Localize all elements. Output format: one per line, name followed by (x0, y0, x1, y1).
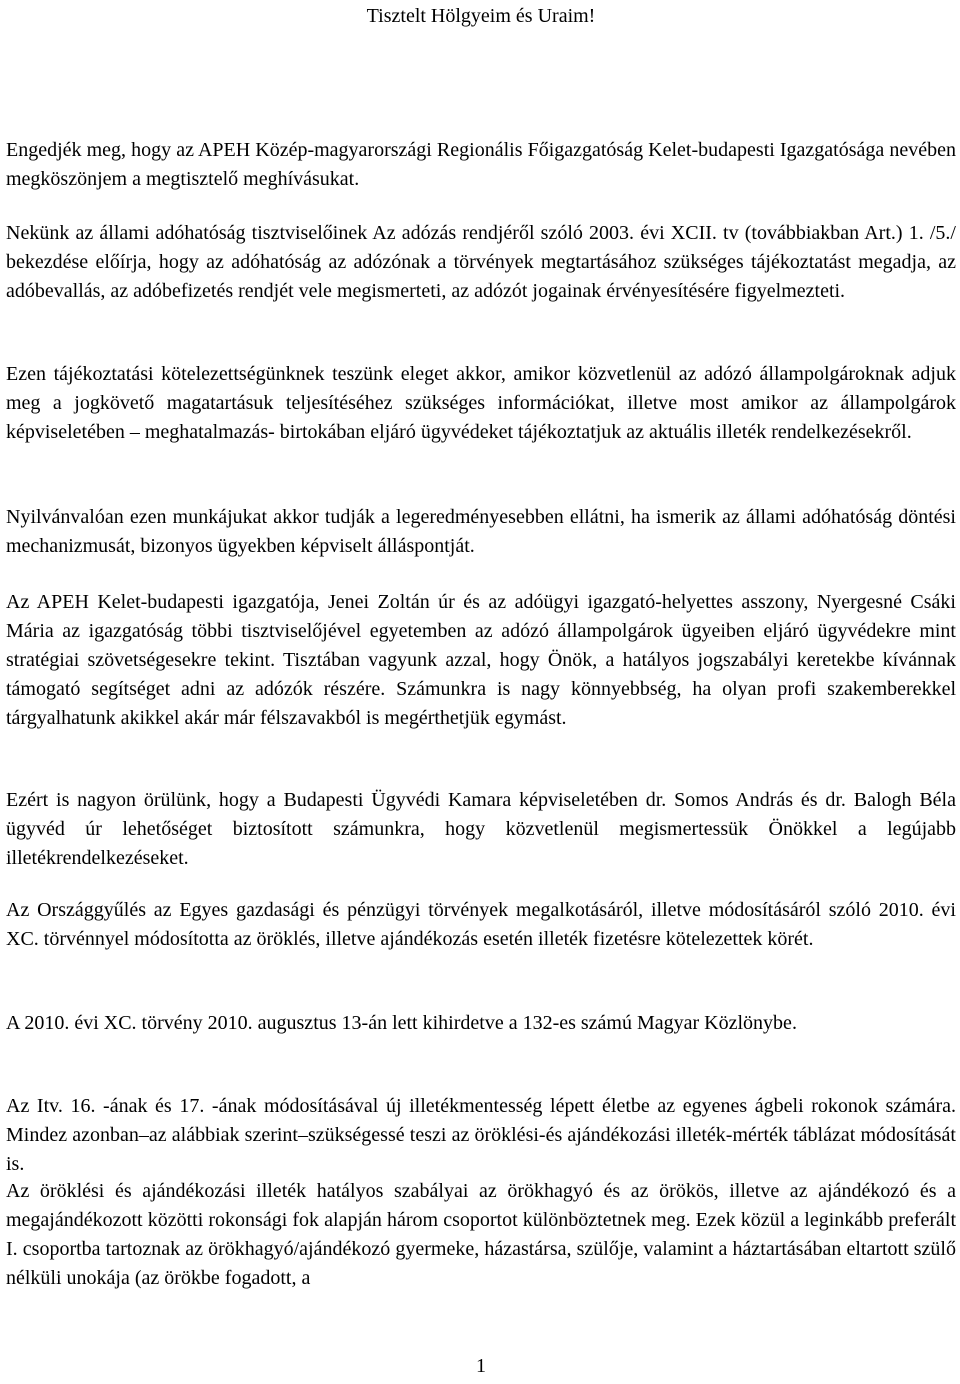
page-number: 1 (476, 1355, 486, 1377)
paragraph-gratitude: Ezért is nagyon örülünk, hogy a Budapesti Ügyvédi Kamara képviseletében dr. Somos András és dr. Balogh Béla ügyvéd úr lehetőséget biztosított számunkra, hogy közvetlenül megismertessük Önökkel a legújabb illetékrendelkezéseket. (6, 789, 956, 869)
paragraph-promulgation: A 2010. évi XC. törvény 2010. augusztus 13-án lett kihirdetve a 132-es számú Magyar Közlönybe. (6, 1012, 797, 1034)
paragraph-legal-duty: Nekünk az állami adóhatóság tisztviselőinek Az adózás rendjéről szóló 2003. évi XCII. tv (továbbiakban Art.) 1. /5./ bekezdése előírja, hogy az adóhatóság az adózónak a törvények megtartásához szükséges tájékoztatást megadja, az adóbevallás, az adóbefizetés rendjét vele megismerteti, az adózót jogainak érvényesítésére figyelmezteti. (6, 222, 956, 302)
paragraph-inheritance-groups: Az öröklési és ajándékozási illeték hatályos szabályai az örökhagyó és az örökös, illetve az ajándékozó és a megajándékozott közötti rokonsági fok alapján három csoportot különböztetnek meg. Ezek közül a leginkább preferált I. csoportba tartoznak az örökhagyó/ajándékozó gyermeke, házastársa, szülője, valamint a háztartásában eltartott szülő nélküli unokája (az örökbe fogadott, a (6, 1180, 956, 1289)
paragraph-information-obligation: Ezen tájékoztatási kötelezettségünknek teszünk eleget akkor, amikor közvetlenül az adózó állampolgároknak adjuk meg a jogkövető magatartásuk teljesítéséhez szükséges információkat, illetve most amikor az állampolgárok képviseletében – meghatalmazás- birtokában eljáró ügyvédeket tájékoztatjuk az aktuális illeték rendelkezésekről. (6, 363, 956, 443)
paragraph-exemption: Az Itv. 16. -ának és 17. -ának módosításával új illetékmentesség lépett életbe az egyenes ágbeli rokonok számára. Mindez azonban–az alábbiak szerint–szükségessé teszi az öröklési-és ajándékozási illeték-mérték táblázat módosítását is. (6, 1095, 956, 1175)
paragraph-law-amendment: Az Országgyűlés az Egyes gazdasági és pénzügyi törvények megalkotásáról, illetve módosításáról szóló 2010. évi XC. törvénnyel módosította az öröklés, illetve ajándékozás esetén illeték fizetésre kötelezettek körét. (6, 899, 956, 950)
paragraph-strategic-partners: Az APEH Kelet-budapesti igazgatója, Jenei Zoltán úr és az adóügyi igazgató-helyettes asszony, Nyergesné Csáki Mária az igazgatóság többi tisztviselőjével egyetemben az adózó állampolgárok ügyeiben eljáró ügyvédekre mint stratégiai szövetségesekre tekint. Tisztában vagyunk azzal, hogy Önök, a hatályos jogszabályi keretekbe kívánnak támogató segítséget adni az adózók részére. Számunkra is nagy könnyebbség, ha olyan profi szakemberekkel tárgyalhatunk akikkel akár már félszavakból is megérthetjük egymást. (6, 591, 956, 729)
paragraph-thanks: Engedjék meg, hogy az APEH Közép-magyarországi Regionális Főigazgatóság Kelet-budapesti Igazgatósága nevében megköszönjem a megtisztelő meghívásukat. (6, 139, 956, 190)
document-page (6, 0, 956, 1384)
paragraph-effectiveness: Nyilvánvalóan ezen munkájukat akkor tudják a legeredményesebben ellátni, ha ismerik az állami adóhatóság döntési mechanizmusát, bizonyos ügyekben képviselt álláspontját. (6, 506, 956, 557)
greeting-heading: Tisztelt Hölgyeim és Uraim! (366, 5, 596, 27)
